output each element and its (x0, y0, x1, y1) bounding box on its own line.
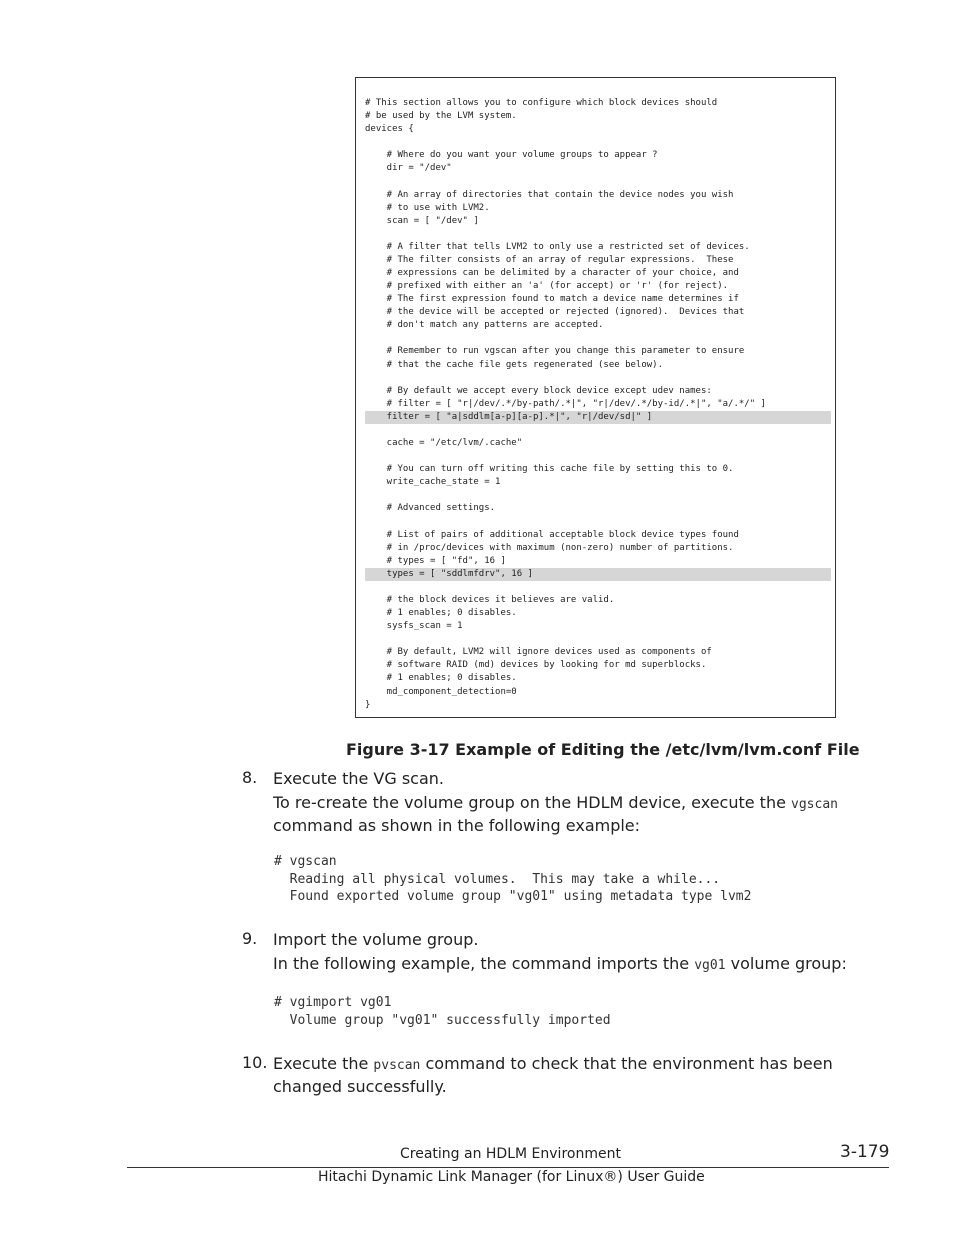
code-line: # Remember to run vgscan after you change this parameter to ensure (365, 346, 745, 357)
step-9-desc-text-2: volume group: (725, 954, 847, 973)
code-line: # By default, LVM2 will ignore devices used as components of (365, 647, 712, 658)
footer-guide-title: Hitachi Dynamic Link Manager (for Linux®) User Guide (318, 1169, 705, 1185)
command-line: # vgimport vg01 (274, 995, 392, 1010)
code-line: # to use with LVM2. (365, 202, 490, 213)
step-10-text-b: command to check that the environment has been (420, 1054, 833, 1073)
code-line: dir = "/dev" (365, 163, 452, 174)
code-line (365, 633, 831, 646)
step-8-title: Execute the VG scan. (273, 769, 445, 788)
code-line: } (365, 699, 371, 710)
code-line (365, 581, 831, 594)
code-line (365, 424, 831, 437)
lvm-conf-code (365, 97, 831, 712)
code-line (365, 136, 831, 149)
code-line: # The filter consists of an array of regular expressions. These (365, 254, 734, 265)
command-line: Found exported volume group "vg01" using metadata type lvm2 (274, 889, 752, 904)
step-8-number: 8. (242, 768, 258, 787)
code-line: # prefixed with either an 'a' (for accept) or 'r' (for reject). (365, 281, 729, 292)
code-line: # List of pairs of additional acceptable block device types found (365, 529, 739, 540)
code-line: # Where do you want your volume groups to appear ? (365, 150, 658, 161)
step-8-command-example (274, 853, 751, 906)
code-line: write_cache_state = 1 (365, 477, 501, 488)
code-line: # You can turn off writing this cache file by setting this to 0. (365, 464, 734, 475)
step-10-code: pvscan (373, 1058, 421, 1073)
footer-divider (127, 1167, 889, 1168)
step-9-title: Import the volume group. (273, 930, 479, 949)
command-line: # vgscan (274, 854, 337, 869)
code-line (365, 372, 831, 385)
footer-section-title: Creating an HDLM Environment (400, 1146, 621, 1162)
page-number: 3-179 (840, 1142, 890, 1162)
code-line: # software RAID (md) devices by looking for md superblocks. (365, 660, 707, 671)
code-line: md_component_detection=0 (365, 686, 517, 697)
code-line: # don't match any patterns are accepted. (365, 320, 604, 331)
code-line: # be used by the LVM system. (365, 111, 517, 122)
code-line: # By default we accept every block device except udev names: (365, 385, 712, 396)
step-10-number: 10. (242, 1053, 268, 1072)
figure-caption: Figure 3-17 Example of Editing the /etc/lvm/lvm.conf File (346, 740, 860, 759)
step-9-description (273, 953, 847, 976)
code-line: # The first expression found to match a device name determines if (365, 294, 739, 305)
code-line (365, 175, 831, 188)
code-line (365, 332, 831, 345)
step-10-text (273, 1053, 833, 1097)
code-line: # that the cache file gets regenerated (see below). (365, 359, 664, 370)
code-line: # types = [ "fd", 16 ] (365, 555, 506, 566)
code-line (365, 228, 831, 241)
step-8-desc-code: vgscan (791, 797, 838, 812)
code-line: # This section allows you to configure which block devices should (365, 98, 718, 108)
step-10-text-a: Execute the (273, 1054, 374, 1073)
code-line: # filter = [ "r|/dev/.*/by-path/.*|", "r|/dev/.*/by-id/.*|", "a/.*/" ] (365, 398, 766, 409)
step-9-desc-text: In the following example, the command imports the (273, 954, 695, 973)
step-9-desc-code: vg01 (694, 958, 726, 973)
code-line: types = [ "sddlmfdrv", 16 ] (365, 568, 831, 581)
code-line (365, 489, 831, 502)
code-line: # 1 enables; 0 disables. (365, 673, 517, 684)
code-line: # Advanced settings. (365, 503, 496, 514)
figure-frame (355, 77, 836, 718)
code-line: scan = [ "/dev" ] (365, 215, 479, 226)
code-line: # 1 enables; 0 disables. (365, 608, 517, 619)
step-8-desc-text: To re-create the volume group on the HDLM device, execute the (273, 793, 792, 812)
code-line: # A filter that tells LVM2 to only use a restricted set of devices. (365, 241, 750, 252)
code-line: # expressions can be delimited by a character of your choice, and (365, 268, 739, 279)
code-line: sysfs_scan = 1 (365, 621, 463, 632)
command-line: Reading all physical volumes. This may take a while... (274, 871, 721, 887)
code-line (365, 450, 831, 463)
step-8-description (273, 792, 838, 836)
code-line: # the block devices it believes are valid. (365, 594, 615, 605)
step-10-text-c: changed successfully. (273, 1077, 447, 1096)
code-line: cache = "/etc/lvm/.cache" (365, 438, 523, 449)
step-9-command-example (274, 994, 611, 1029)
code-line: filter = [ "a|sddlm[a-p][a-p].*|", "r|/dev/sd|" ] (365, 411, 831, 424)
step-8-desc-text-2: command as shown in the following example: (273, 816, 641, 835)
code-line: # in /proc/devices with maximum (non-zero) number of partitions. (365, 542, 734, 553)
command-line: Volume group "vg01" successfully imported (274, 1012, 611, 1028)
code-line: # An array of directories that contain the device nodes you wish (365, 189, 734, 200)
code-line: # the device will be accepted or rejected (ignored). Devices that (365, 307, 745, 318)
step-9-number: 9. (242, 929, 258, 948)
code-line (365, 516, 831, 529)
code-line: devices { (365, 124, 414, 135)
